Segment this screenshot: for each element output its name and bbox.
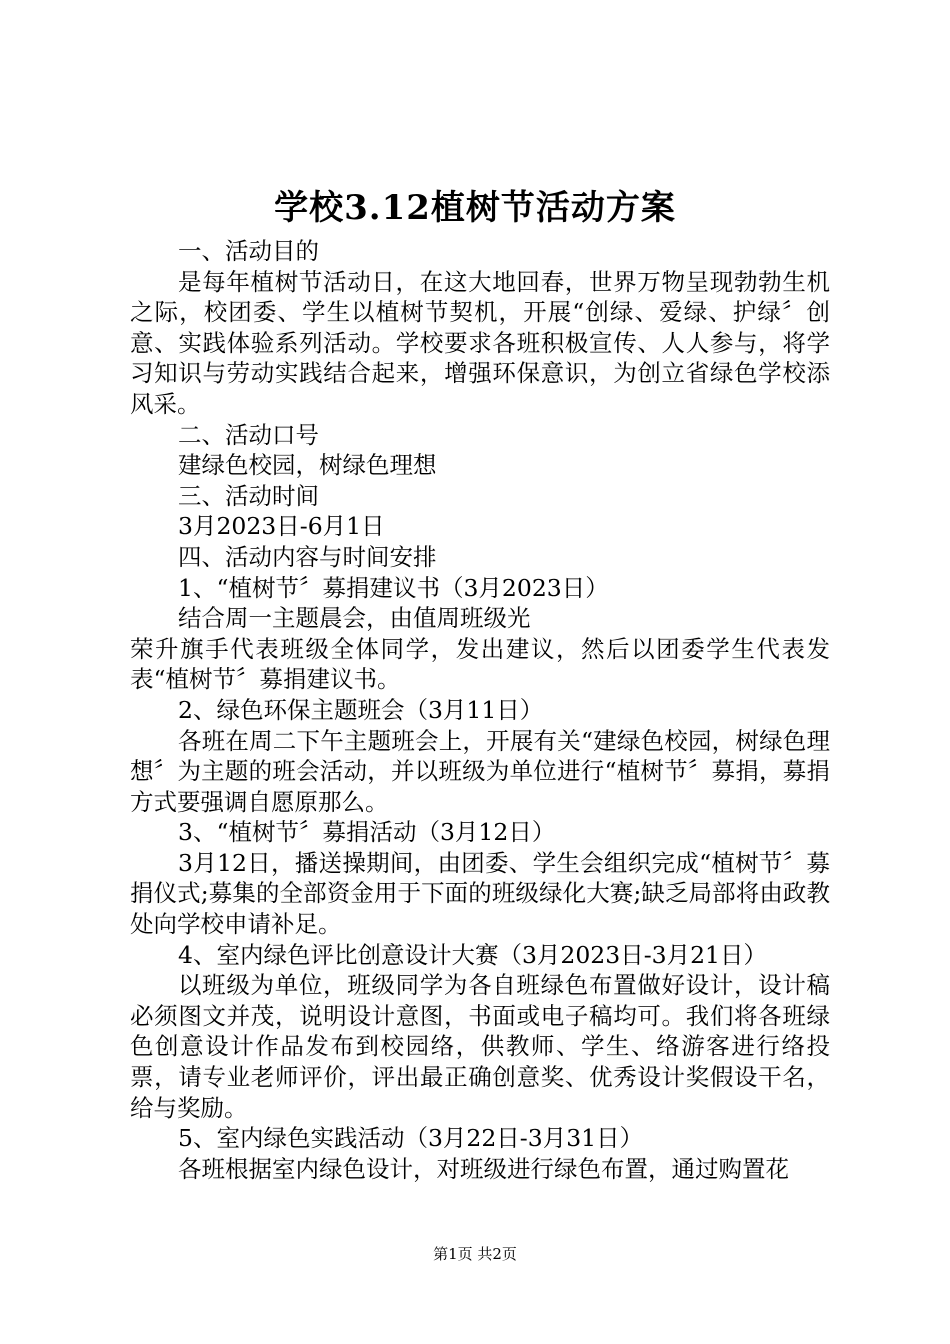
paragraph-item-2: 各班在周二下午主题班会上，开展有关“建绿色校园，树绿色理想〞为主题的班会活动，并以班级为单位进行“植树节〞募捐，募捐方式要强调自愿原那么。 [130, 726, 830, 816]
paragraph-item-5: 各班根据室内绿色设计，对班级进行绿色布置，通过购置花 [178, 1154, 789, 1183]
document-title: 学校3.12植树节活动方案 [274, 188, 676, 228]
paragraph-item-1b: 荣升旗手代表班级全体同学，发出建议，然后以团委学生代表发表“植树节〞募捐建议书。 [130, 634, 830, 694]
item-heading-4: 4、室内绿色评比创意设计大赛（3月2023日-3月21日） [178, 940, 768, 969]
item-heading-2: 2、绿色环保主题班会（3月11日） [178, 695, 544, 724]
item-heading-5: 5、室内绿色实践活动（3月22日-3月31日） [178, 1124, 644, 1153]
section-heading-time: 三、活动时间 [178, 481, 319, 510]
paragraph-slogan: 建绿色校园，树绿色理想 [178, 451, 437, 480]
paragraph-time: 3月2023日-6月1日 [178, 512, 385, 541]
page-footer: 第1页 共2页 [433, 1245, 517, 1263]
paragraph-item-3: 3月12日，播送操期间，由团委、学生会组织完成“植树节〞募捐仪式;募集的全部资金用于下面的班级绿化大赛;缺乏局部将由政教处向学校申请补足。 [130, 848, 830, 939]
paragraph-purpose: 是每年植树节活动日，在这大地回春，世界万物呈现勃勃生机之际，校团委、学生以植树节契机，开展“创绿、爱绿、护绿〞创意、实践体验系列活动。学校要求各班积极宣传、人人参与，将学习知识与劳动实践结合起来，增强环保意识，为创立省绿色学校添风采。 [130, 267, 830, 418]
section-heading-purpose: 一、活动目的 [178, 237, 319, 265]
section-heading-slogan: 二、活动口号 [178, 420, 319, 449]
paragraph-item-1a: 结合周一主题晨会，由值周班级光 [178, 604, 531, 633]
document-body [130, 236, 830, 1184]
section-heading-content: 四、活动内容与时间安排 [178, 542, 437, 571]
paragraph-item-4: 以班级为单位，班级同学为各自班绿色布置做好设计，设计稿必须图文并茂，说明设计意图，书面或电子稿均可。我们将各班绿色创意设计作品发布到校园络，供教师、学生、络游客进行络投票，请专业老师评价，评出最正确创意奖、优秀设计奖假设干名，给与奖励。 [130, 971, 830, 1122]
item-heading-3: 3、“植树节〞募捐活动（3月12日） [178, 818, 556, 847]
item-heading-1: 1、“植树节〞募捐建议书（3月2023日） [178, 573, 609, 602]
